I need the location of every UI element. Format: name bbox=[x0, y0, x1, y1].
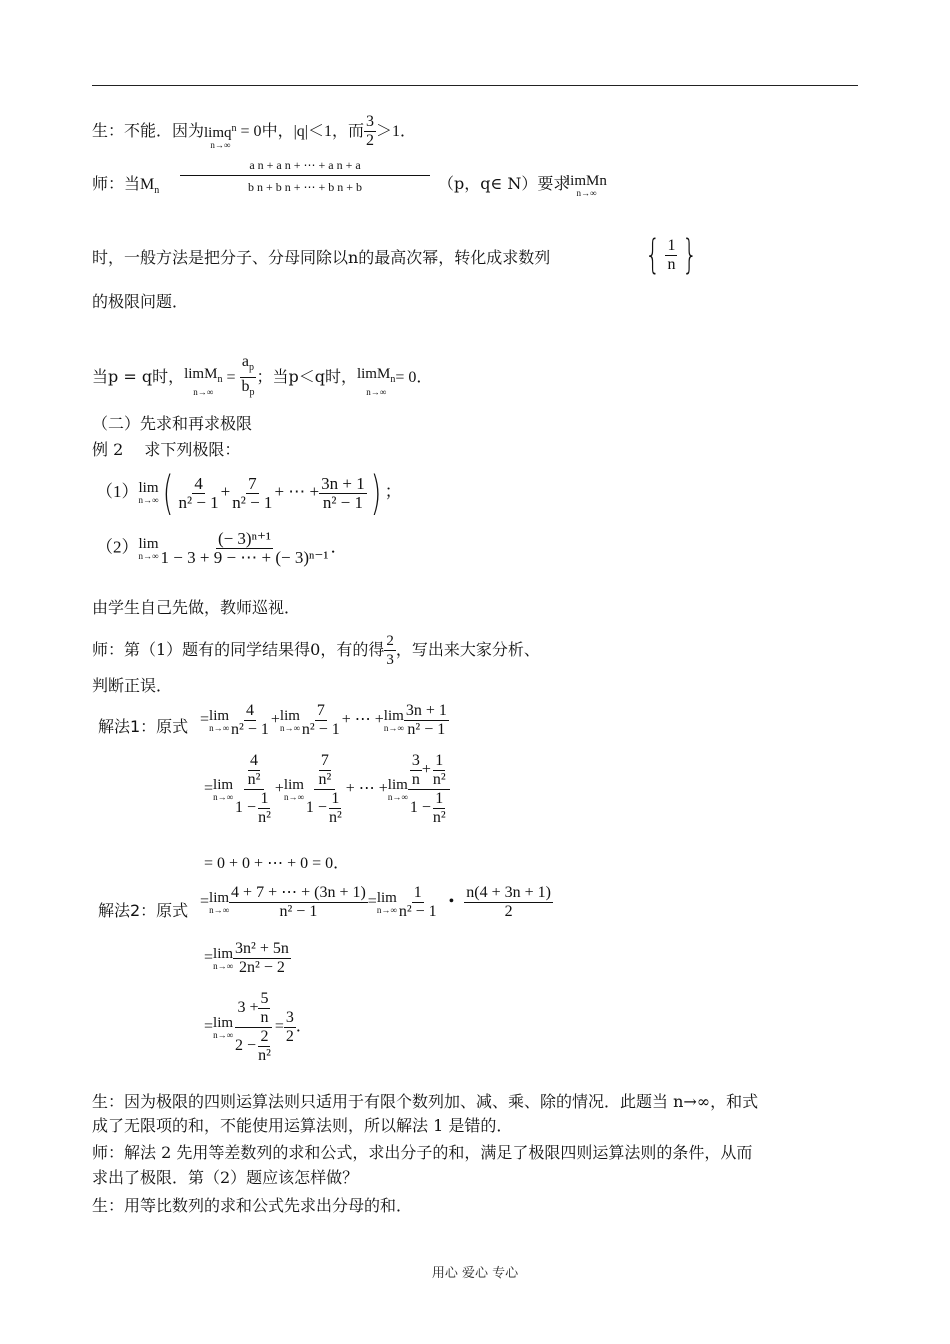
student-work-note: 由学生自己先做，教师巡视． bbox=[92, 598, 301, 617]
denominator: n² − 1 bbox=[232, 492, 273, 512]
denominator: n² − 1 bbox=[322, 492, 364, 512]
denominator: n bbox=[260, 1009, 269, 1026]
inner-fraction bbox=[316, 752, 333, 789]
sum-fraction bbox=[229, 884, 368, 921]
compound-fraction bbox=[233, 990, 275, 1065]
fraction bbox=[233, 940, 291, 977]
m-symbol: M bbox=[376, 365, 391, 382]
solution-2-line-3 bbox=[204, 990, 312, 1065]
lim bbox=[388, 778, 408, 802]
teacher-explanation-1: 师：解法 2 先用等差数列的求和公式，求出分子的和，满足了极限四则运算法则的条件，从而 bbox=[92, 1143, 753, 1162]
product-fraction bbox=[464, 884, 553, 921]
numerator: 7 bbox=[248, 473, 257, 493]
denominator: n² − 1 bbox=[398, 903, 437, 920]
dots: + ⋯ + bbox=[341, 711, 384, 729]
term-1 bbox=[229, 702, 271, 739]
denominator: n² bbox=[258, 1047, 271, 1064]
example-1 bbox=[96, 466, 402, 520]
student-explanation-1: 生：因为极限的四则运算法则只适用于有限个数列加、减、乘、除的情况．此题当 n→∞，和式 bbox=[92, 1092, 759, 1111]
line-limit-problem bbox=[92, 292, 188, 312]
numerator: 2 bbox=[386, 633, 394, 649]
text: （p，q∈ N）要求 bbox=[438, 174, 570, 193]
text: 生：不能．因为 bbox=[92, 121, 205, 140]
equals: = bbox=[204, 949, 214, 967]
inner-fraction bbox=[256, 1028, 273, 1065]
numerator: 4 bbox=[194, 473, 203, 493]
denominator: n bbox=[411, 771, 420, 788]
lim bbox=[209, 891, 229, 915]
text: ，而 bbox=[332, 121, 365, 140]
line-cases: 当p = q时， limM$_n$ n→∞ = $\frac{a_p}{b_p}$ ；当p＜q时， limM$_n$ n→∞ = 0． bbox=[92, 353, 432, 402]
solution-1-line-1 bbox=[200, 702, 449, 739]
denominator: 1 − 3 + 9 − ⋯ + (− 3)ⁿ⁻¹ bbox=[160, 548, 329, 567]
lim-mn bbox=[566, 174, 607, 198]
one-minus: 1 − bbox=[409, 799, 431, 817]
mn-denominator: b n + b n + ⋯ + b n + b bbox=[247, 180, 363, 194]
right-paren: ) bbox=[370, 466, 382, 520]
student-explanation-2: 成了无限项的和，不能使用运算法则，所以解法 1 是错的． bbox=[92, 1116, 513, 1135]
lim bbox=[139, 481, 159, 505]
equals: = bbox=[204, 780, 214, 798]
text: = 0． bbox=[395, 369, 433, 387]
lim-text: lim bbox=[138, 535, 159, 552]
numerator: 3n + 1 bbox=[405, 702, 447, 719]
lim bbox=[384, 709, 404, 733]
limit-expression bbox=[204, 122, 237, 150]
one-minus: 1 − bbox=[305, 799, 327, 817]
denominator: n² − 1 bbox=[178, 492, 219, 512]
dots: + ⋯ + bbox=[274, 481, 320, 501]
reciprocal-fraction bbox=[397, 884, 439, 921]
fraction-ap-bp bbox=[239, 353, 256, 402]
numerator: 1 bbox=[667, 236, 676, 254]
lim-subscript: n→∞ bbox=[210, 139, 231, 150]
solution-2-line-1 bbox=[200, 884, 553, 921]
numerator: 2 bbox=[260, 1028, 269, 1045]
text: ． bbox=[400, 121, 417, 140]
b: b bbox=[241, 378, 250, 396]
left-brace: { bbox=[645, 232, 661, 278]
lim bbox=[284, 778, 304, 802]
lim bbox=[280, 709, 300, 733]
lim-subscript: n→∞ bbox=[209, 904, 229, 915]
text: 的极限问题． bbox=[92, 292, 189, 311]
lim-text: lim bbox=[376, 889, 397, 906]
inner-fraction bbox=[431, 752, 448, 789]
period: ． bbox=[295, 1018, 312, 1036]
lim-text: lim bbox=[387, 776, 408, 793]
example-heading: 例 2 求下列极限： bbox=[92, 440, 241, 459]
line-teacher-mn bbox=[92, 174, 159, 201]
header-rule bbox=[92, 85, 858, 86]
equals-zero: = 0 bbox=[236, 123, 262, 140]
denominator: n² bbox=[328, 809, 342, 826]
solution-1-label: 解法1：原式 bbox=[98, 717, 189, 736]
denominator: 2n² − 2 bbox=[239, 959, 285, 976]
numerator: n(4 + 3n + 1) bbox=[466, 884, 551, 901]
denominator: n² bbox=[258, 809, 271, 826]
line-student-answer bbox=[92, 113, 416, 150]
three-plus: 3 + bbox=[237, 999, 259, 1017]
lim-subscript: n→∞ bbox=[576, 188, 597, 198]
numerator: 5 bbox=[260, 990, 269, 1007]
lim-subscript: n→∞ bbox=[387, 791, 408, 802]
teacher-explanation-2: 求出了极限．第（2）题应该怎样做？ bbox=[92, 1168, 359, 1187]
label: （2） bbox=[96, 537, 139, 557]
term-2 bbox=[230, 475, 274, 512]
dots: + ⋯ + bbox=[345, 780, 388, 798]
lim-text: lim bbox=[213, 1014, 234, 1031]
lim bbox=[139, 537, 159, 561]
numerator: 3 bbox=[366, 113, 375, 130]
solution-2-label: 解法2：原式 bbox=[98, 901, 189, 920]
numerator: 1 bbox=[435, 752, 444, 769]
numerator: 1 bbox=[331, 790, 340, 807]
compound-term-1 bbox=[233, 752, 275, 827]
subscript: n bbox=[154, 185, 160, 197]
text: 师：当 bbox=[92, 174, 141, 193]
inner-fraction bbox=[246, 752, 263, 789]
lim bbox=[209, 709, 229, 733]
text: 师：第（1）题有的同学结果得0，有的得 bbox=[92, 640, 385, 659]
subscript-p: p bbox=[249, 362, 255, 374]
exponent: n bbox=[231, 122, 237, 134]
lim bbox=[213, 778, 233, 802]
denominator: n² bbox=[432, 809, 446, 826]
lim-subscript: n→∞ bbox=[193, 386, 214, 397]
denominator: 2 bbox=[504, 903, 513, 920]
fraction-2-3 bbox=[384, 632, 396, 669]
numerator: 4 bbox=[249, 752, 258, 769]
lim-subscript: n→∞ bbox=[366, 386, 387, 397]
lim bbox=[213, 1016, 233, 1040]
denominator: n² bbox=[432, 771, 446, 788]
subscript: n bbox=[390, 373, 396, 385]
inner-fraction bbox=[327, 790, 344, 827]
term-n bbox=[319, 475, 367, 512]
subscript: n bbox=[217, 373, 223, 385]
numerator: 7 bbox=[316, 702, 325, 719]
m-symbol: M bbox=[204, 365, 218, 382]
example-2 bbox=[96, 530, 347, 567]
teacher-question-cont: 判断正误． bbox=[92, 676, 173, 695]
lim-subscript: n→∞ bbox=[283, 791, 304, 802]
period: ． bbox=[330, 537, 348, 557]
term-1 bbox=[176, 475, 220, 512]
lim-text: lim bbox=[209, 889, 230, 906]
denominator: n² − 1 bbox=[301, 721, 340, 738]
semicolon: ； bbox=[384, 481, 402, 501]
two-minus: 2 − bbox=[235, 1037, 257, 1055]
numerator: 4 bbox=[245, 702, 254, 719]
solution-2-line-2 bbox=[204, 940, 291, 977]
denominator: n² − 1 bbox=[231, 721, 269, 738]
plus: + bbox=[274, 780, 284, 798]
lim-subscript: n→∞ bbox=[383, 722, 404, 733]
lim bbox=[184, 367, 222, 397]
numerator: 3n² + 5n bbox=[235, 940, 289, 957]
numerator: 3 bbox=[411, 752, 420, 769]
lim-text: lim bbox=[279, 707, 300, 724]
result-fraction bbox=[284, 1009, 296, 1046]
inner-fraction bbox=[258, 990, 270, 1027]
numerator: 1 bbox=[260, 790, 269, 807]
text: 当p = q时， bbox=[92, 367, 185, 387]
numerator: 7 bbox=[320, 752, 329, 769]
equals: = bbox=[200, 711, 210, 729]
lim-text: lim bbox=[184, 365, 205, 382]
inner-fraction bbox=[410, 752, 422, 789]
lim-subscript: n→∞ bbox=[213, 791, 233, 802]
plus: + bbox=[220, 481, 231, 501]
lim bbox=[213, 947, 233, 971]
multiplication-dot: • bbox=[448, 893, 455, 911]
denominator: 2 bbox=[285, 1028, 294, 1045]
plus: + bbox=[421, 761, 431, 779]
lim-text: lim bbox=[213, 945, 234, 962]
lim-text: lim bbox=[356, 365, 377, 382]
text: ；当p＜q时， bbox=[256, 367, 357, 387]
text: 中， bbox=[261, 121, 294, 140]
gt-one: ＞1 bbox=[376, 123, 401, 140]
numerator: 3 bbox=[285, 1009, 294, 1026]
student-answer: 生：用等比数列的求和公式先求出分母的和． bbox=[92, 1196, 413, 1215]
page-footer: 用心 爱心 专心 bbox=[431, 1266, 519, 1281]
right-brace: } bbox=[682, 232, 698, 278]
a: a bbox=[241, 353, 250, 370]
numerator: 1 bbox=[435, 790, 444, 807]
numerator: 1 bbox=[413, 884, 422, 901]
left-paren: ( bbox=[162, 466, 173, 520]
term-2 bbox=[300, 702, 342, 739]
text: 时，一般方法是把分子、分母同除以n的最高次幂，转化成求数列 bbox=[92, 248, 551, 267]
equals: = bbox=[200, 893, 210, 911]
compound-term-2 bbox=[304, 752, 346, 827]
line-teacher-mn-tail bbox=[438, 174, 569, 194]
equals: = bbox=[367, 893, 377, 911]
lim bbox=[357, 367, 395, 397]
inner-fraction bbox=[431, 790, 448, 827]
denominator: n² − 1 bbox=[279, 903, 318, 920]
plus: + bbox=[270, 711, 280, 729]
denominator: n² bbox=[318, 771, 332, 788]
label: （1） bbox=[96, 481, 139, 501]
mn-numerator: a n + a n + ⋯ + a n + a bbox=[180, 158, 430, 176]
m-symbol: M bbox=[140, 176, 155, 193]
equals: = bbox=[274, 1018, 284, 1036]
lim bbox=[377, 891, 397, 915]
fraction-3-2 bbox=[364, 113, 376, 150]
abs-q: |q|＜1 bbox=[293, 123, 332, 140]
numerator: (− 3)ⁿ⁺¹ bbox=[217, 529, 272, 548]
one-minus: 1 − bbox=[235, 799, 257, 817]
teacher-question bbox=[92, 632, 540, 669]
lim-subscript: n→∞ bbox=[138, 550, 159, 561]
term-n bbox=[404, 702, 449, 739]
denominator: 2 bbox=[366, 132, 375, 149]
numerator: 3n + 1 bbox=[321, 473, 365, 493]
lim-q: limq bbox=[204, 124, 232, 141]
text: ，写出来大家分析、 bbox=[395, 640, 540, 659]
numerator: 4 + 7 + ⋯ + (3n + 1) bbox=[231, 884, 366, 901]
denominator: 3 bbox=[386, 652, 394, 668]
solution-1-line-2 bbox=[204, 752, 450, 827]
denominator: n² − 1 bbox=[407, 721, 446, 738]
lim-text: lim bbox=[383, 707, 404, 724]
sequence-1-over-n bbox=[640, 232, 703, 278]
lim-mn-text: limMn bbox=[566, 173, 607, 189]
mn-fraction bbox=[180, 158, 430, 195]
solution-1-result: = 0 + 0 + ⋯ + 0 = 0． bbox=[204, 855, 350, 872]
lim-text: lim bbox=[213, 776, 234, 793]
fraction bbox=[665, 237, 677, 274]
inner-fraction bbox=[256, 790, 273, 827]
lim-subscript: n→∞ bbox=[213, 1029, 233, 1040]
fraction bbox=[159, 530, 331, 567]
section-heading: （二）先求和再求极限 bbox=[92, 414, 253, 433]
lim-subscript: n→∞ bbox=[376, 904, 397, 915]
denominator: n bbox=[667, 255, 676, 273]
denominator: n² bbox=[247, 771, 261, 788]
lim-subscript: n→∞ bbox=[209, 722, 229, 733]
equals: = bbox=[204, 1018, 214, 1036]
subscript-p: p bbox=[249, 387, 255, 399]
lim-text: lim bbox=[138, 480, 159, 496]
lim-subscript: n→∞ bbox=[279, 722, 300, 733]
lim-text: lim bbox=[209, 707, 230, 724]
lim-subscript: n→∞ bbox=[138, 495, 159, 505]
lim-text: lim bbox=[283, 776, 304, 793]
compound-term-n bbox=[408, 752, 450, 827]
lim-subscript: n→∞ bbox=[213, 960, 233, 971]
line-method bbox=[92, 248, 550, 268]
